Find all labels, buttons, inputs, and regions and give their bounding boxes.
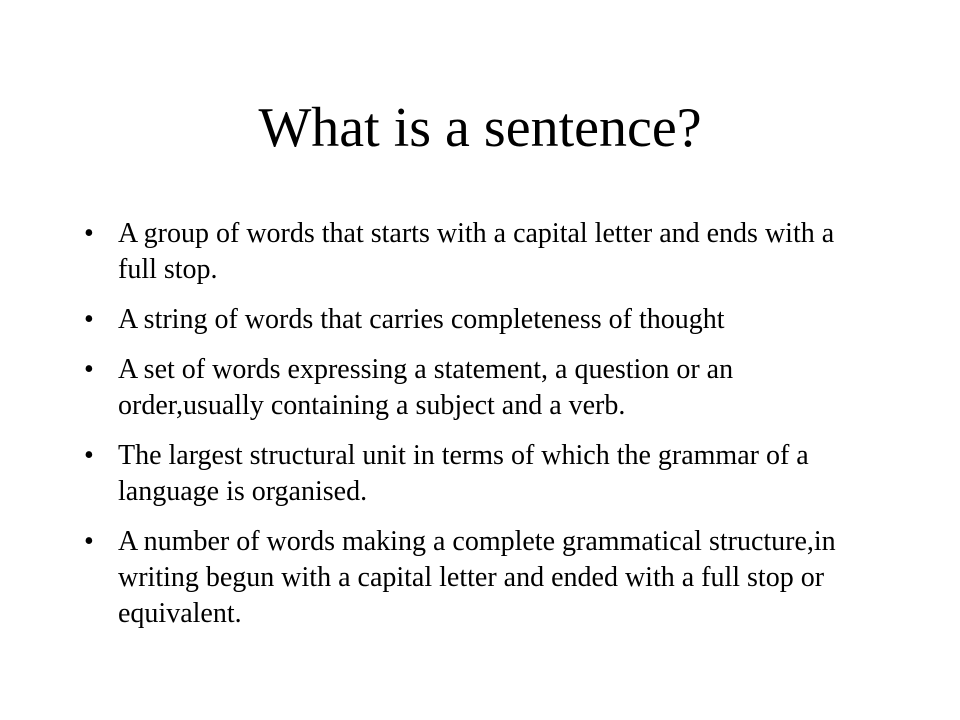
bullet-text: A set of words expressing a statement, a question or an order,usually containing a subject and a verb. [118,354,734,421]
bullet-text: A string of words that carries completeness of thought [118,304,725,335]
bullet-icon: • [84,526,94,557]
slide-title: What is a sentence? [258,97,702,159]
bullet-text: A number of words making a complete grammatical structure,in writing begun with a capital letter and ended with a full stop or equivalent. [118,526,836,629]
bullet-item [78,438,848,510]
bullet-item [78,216,848,288]
bullet-item [78,302,848,338]
bullet-item [78,524,848,632]
bullet-icon: • [84,218,94,249]
bullet-list [78,216,848,646]
bullet-item [78,352,848,424]
bullet-icon: • [84,354,94,385]
bullet-icon: • [84,304,94,335]
bullet-icon: • [84,440,94,471]
bullet-text: A group of words that starts with a capital letter and ends with a full stop. [118,218,835,285]
bullet-text: The largest structural unit in terms of which the grammar of a language is organised. [118,440,809,507]
